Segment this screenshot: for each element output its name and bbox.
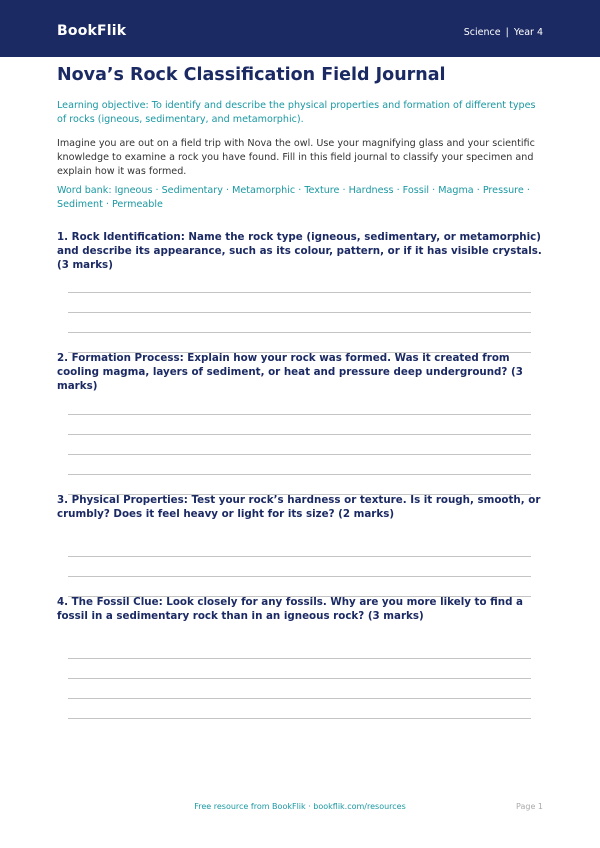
answer-line[interactable] (68, 698, 531, 699)
learning-objective: Learning objective: To identify and describe the physical properties and formation of different types of rocks (igneous, sedimentary, and metamorphic). (57, 100, 536, 125)
answer-line[interactable] (68, 718, 531, 719)
page-title: Nova’s Rock Classification Field Journal (57, 65, 446, 85)
answer-line[interactable] (68, 474, 531, 475)
question-2: 2. Formation Process: Explain how your rock was formed. Was it created from cooling magma, layers of sediment, or heat and pressure deep underground? (3 marks) (57, 352, 523, 392)
question-1: 1. Rock Identification: Name the rock type (igneous, sedimentary, or metamorphic) and describe its appearance, such as its colour, pattern, or if it has visible crystals. (3 marks) (57, 231, 542, 271)
answer-line[interactable] (68, 678, 531, 679)
answer-line[interactable] (68, 292, 531, 293)
answer-line[interactable] (68, 576, 531, 577)
intro-text: Imagine you are out on a field trip with Nova the owl. Use your magnifying glass and your scientific knowledge to examine a rock you have found. Fill in this field journal to classify your specimen and explain how it was formed. (57, 138, 535, 177)
answer-line[interactable] (68, 556, 531, 557)
answer-line[interactable] (68, 434, 531, 435)
subject-label: Science (463, 27, 501, 38)
header-meta (464, 27, 543, 38)
brand-logo: BookFlik (57, 23, 127, 39)
footer-credit: Free resource from BookFlik · bookflik.com/resources (194, 802, 406, 811)
answer-line[interactable] (68, 414, 531, 415)
answer-line[interactable] (68, 658, 531, 659)
answer-line[interactable] (68, 332, 531, 333)
header-bar (0, 0, 600, 57)
year-label: Year 4 (513, 27, 543, 38)
page-number: Page 1 (516, 802, 543, 811)
word-bank: Word bank: Igneous · Sedimentary · Metamorphic · Texture · Hardness · Fossil · Magma · Pressure · Sediment · Permeable (57, 185, 530, 210)
question-3: 3. Physical Properties: Test your rock’s hardness or texture. Is it rough, smooth, or crumbly? Does it feel heavy or light for its size? (2 marks) (57, 494, 541, 520)
answer-line[interactable] (68, 312, 531, 313)
question-4: 4. The Fossil Clue: Look closely for any fossils. Why are you more likely to find a fossil in a sedimentary rock than in an igneous rock? (3 marks) (57, 596, 523, 622)
header-separator: | (505, 27, 509, 38)
answer-line[interactable] (68, 454, 531, 455)
